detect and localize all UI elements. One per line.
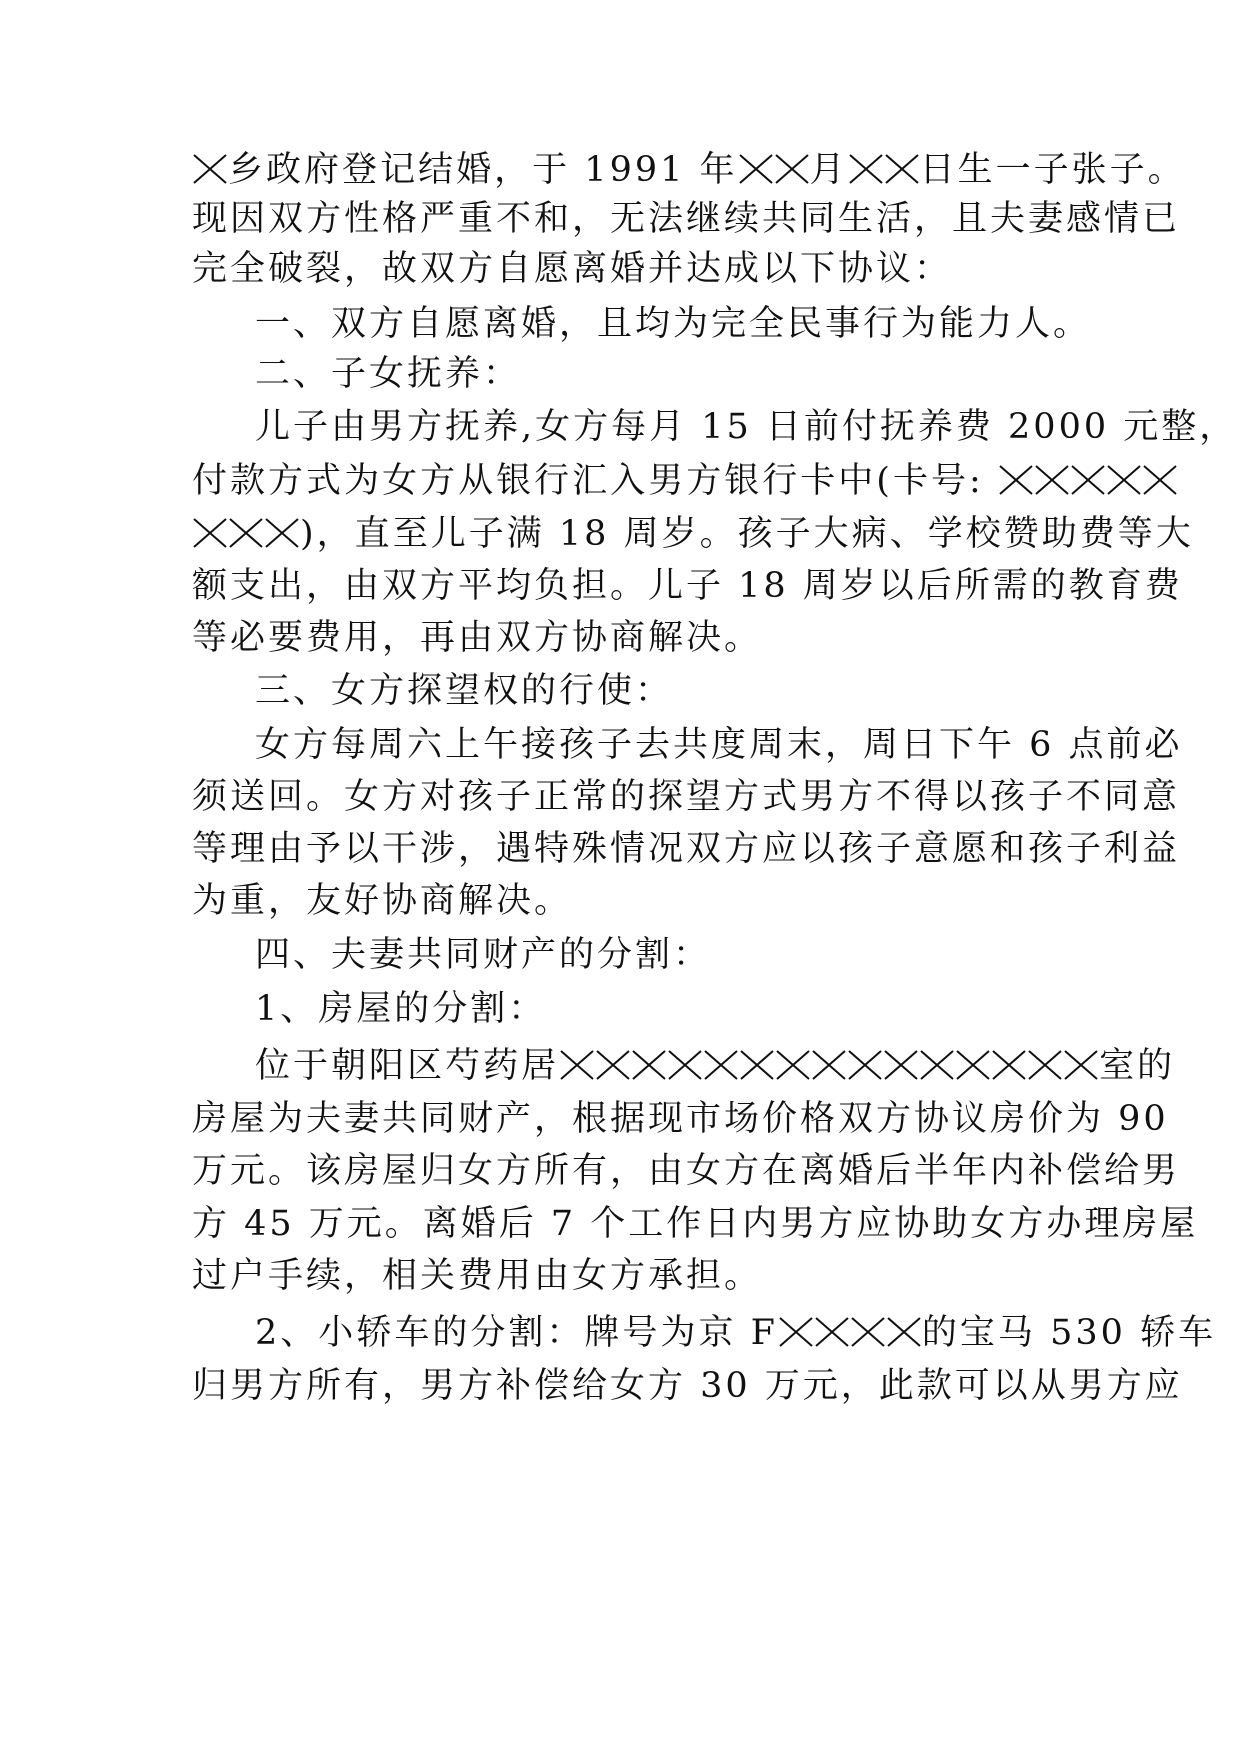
redaction-mark [847,1049,883,1081]
text-line: 现因双方性格严重不和，无法继续共同生活，且夫妻感情已 [192,199,1181,239]
redaction-mark [1027,1049,1063,1081]
text-line: 完全破裂，故双方自愿离婚并达成以下协议： [192,249,953,289]
redaction-mark [778,1316,814,1348]
redaction-mark [774,153,810,185]
text-line: 归男方所有，男方补偿给女方 30 万元，此款可以从男方应 [192,1366,1183,1406]
redaction-mark [998,464,1034,496]
redaction-mark [738,153,774,185]
redaction-mark [919,1049,955,1081]
redaction-mark [192,153,228,185]
section-heading: 二、子女抚养： [255,354,522,394]
text-line: 等理由予以干涉，遇特殊情况双方应以孩子意愿和孩子利益 [192,829,1181,869]
redaction-mark [814,1316,850,1348]
redaction-mark [1106,464,1142,496]
text-line: 房屋为夫妻共同财产，根据现市场价格双方协议房价为 90 [192,1099,1169,1139]
section-heading: 四、夫妻共同财产的分割： [255,935,712,975]
redaction-mark [886,1316,922,1348]
text-line: 付款方式为女方从银行汇入男方银行卡中(卡号: [192,452,1052,510]
redaction-mark [264,517,300,549]
redaction-mark [1142,464,1178,496]
subsection-heading: 1、房屋的分割： [255,989,547,1029]
redaction-mark [631,1049,667,1081]
redaction-mark [848,153,884,185]
text-line: 位于朝阳区芍药居 室的 [255,1046,1176,1086]
redaction-mark [884,153,920,185]
redaction-mark [850,1316,886,1348]
redaction-mark [667,1049,703,1081]
redaction-mark [775,1049,811,1081]
text-line: 额支出，由双方平均负担。儿子 18 周岁以后所需的教育费 [192,566,1183,606]
redaction-mark [192,517,228,549]
text-line: 万元。该房屋归女方所有，由女方在离婚后半年内补偿给男 [192,1151,1181,1191]
redaction-mark [1034,464,1070,496]
text-line: 过户手续，相关费用由女方承担。 [192,1256,763,1296]
redaction-mark [883,1049,919,1081]
redaction-mark [955,1049,991,1081]
section-heading: 三、女方探望权的行使： [255,671,674,711]
redaction-mark [811,1049,847,1081]
redaction-mark [739,1049,775,1081]
text-line: )，直至儿子满 18 周岁。孩子大病、学校赞助费等大 [192,505,1052,563]
text-line: 女方每周六上午接孩子去共度周末，周日下午 6 点前必 [255,725,1183,765]
text-line: 等必要费用，再由双方协商解决。 [192,618,763,658]
redaction-mark [1063,1049,1099,1081]
text-line: 乡政府登记结婚，于 1991 年 月 日生一子张子。 [192,141,1052,199]
text-line: 方 45 万元。离婚后 7 个工作日内男方应协助女方办理房屋 [192,1204,1199,1244]
redaction-mark [228,517,264,549]
redaction-mark [1070,464,1106,496]
redaction-mark [703,1049,739,1081]
redaction-mark [559,1049,595,1081]
redaction-mark [595,1049,631,1081]
text-line: 儿子由男方抚养,女方每月 15 日前付抚养费 2000 元整， [255,407,1238,447]
redaction-mark [991,1049,1027,1081]
section-heading: 一、双方自愿离婚，且均为完全民事行为能力人。 [255,304,1092,344]
text-line: 2、小轿车的分割：牌号为京 F 的宝马 530 轿车 [255,1313,1217,1353]
text-line: 为重，友好协商解决。 [192,881,573,921]
text-line: 须送回。女方对孩子正常的探望方式男方不得以孩子不同意 [192,777,1181,817]
